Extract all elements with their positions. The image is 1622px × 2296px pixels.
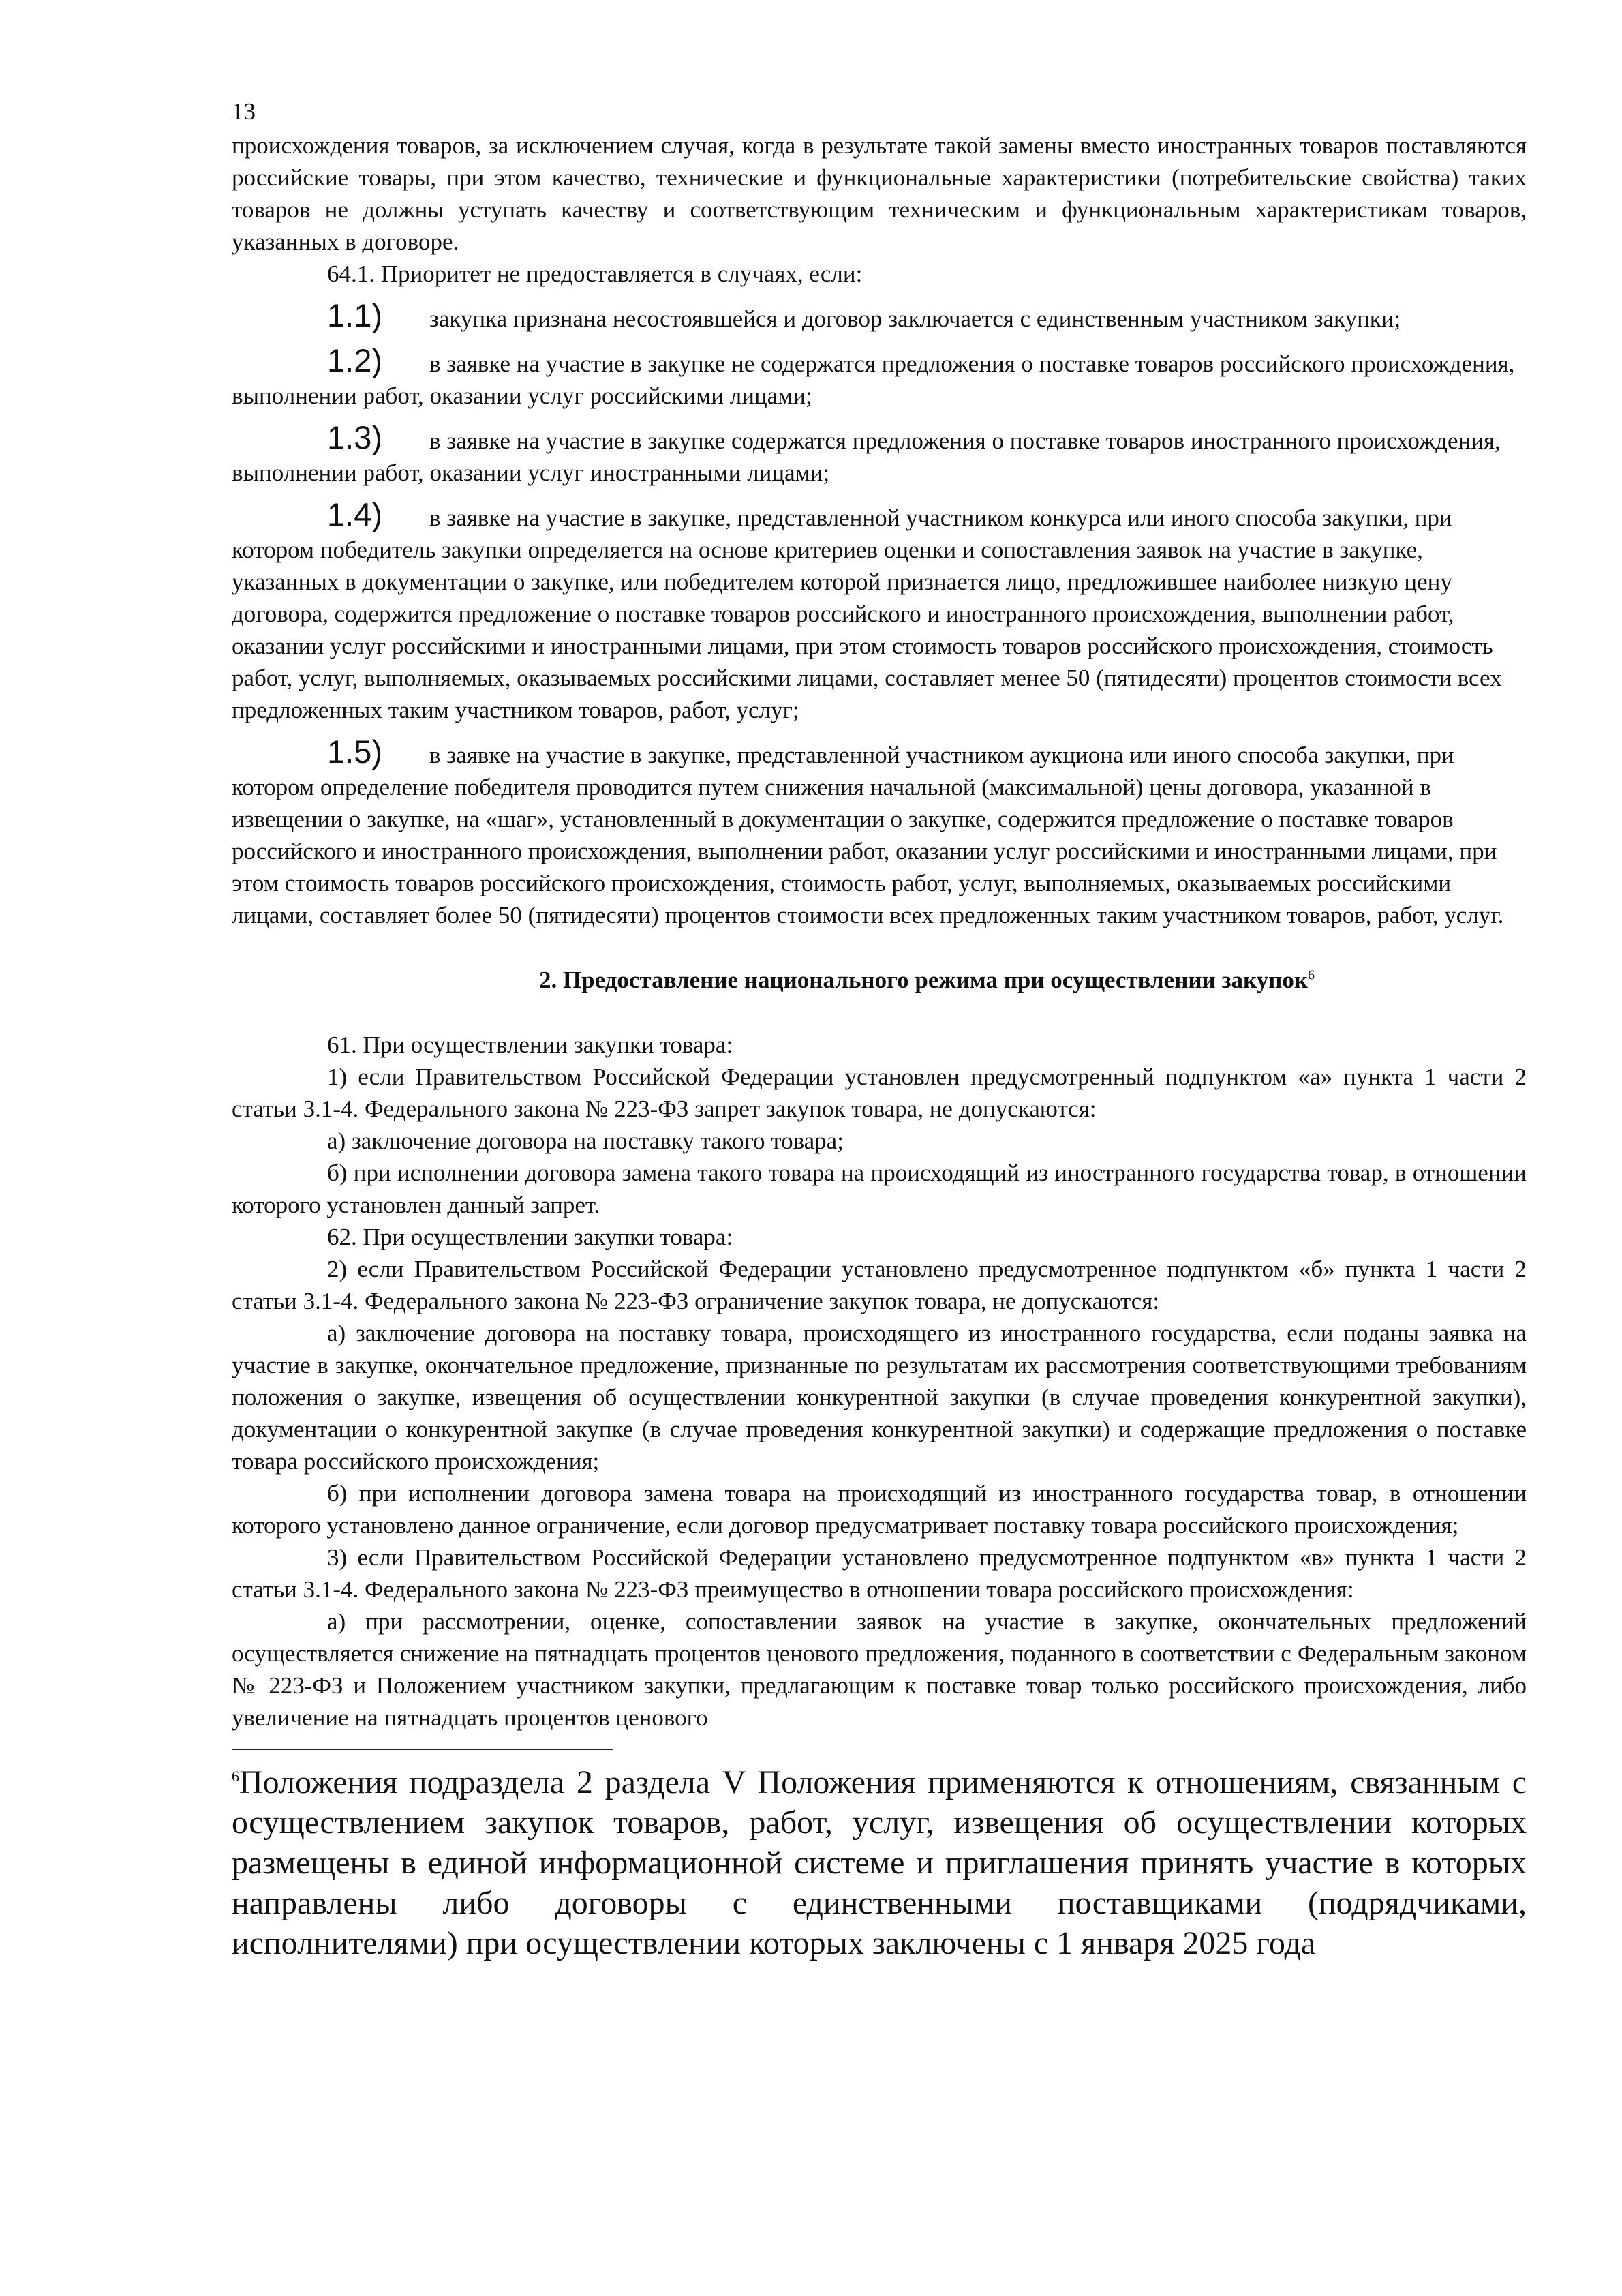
list-item-text: в заявке на участие в закупке не содержатся предложения о поставке товаров российского происхождения, выполнении работ, оказании услуг российскими лицами; [232,350,1515,409]
list-item [232,498,1527,726]
footnote-marker: 6 [232,1768,239,1785]
paragraph: а) при рассмотрении, оценке, сопоставлении заявок на участие в закупке, окончательных предложений осуществляется снижение на пятнадцать процентов ценового предложения, поданного в соответствии с Федеральным законом № 223-ФЗ и Положением участником закупки, предлагающим к поставке товар только российского происхождения, либо увеличение на пятнадцать процентов ценового [232,1608,1527,1731]
list-item-text: в заявке на участие в закупке, представленной участником аукциона или иного способа закупки, при котором определение победителя проводится путем снижения начальной (максимальной) цены договора, указанной в извещении о закупке, на «шаг», установленный в документации о закупке, содержится предложение о поставке товаров российского и иностранного происхождения, выполнении работ, оказании услуг российскими и иностранными лицами, при этом стоимость товаров российского происхождения, стоимость работ, услуг, выполняемых, оказываемых российскими лицами, составляет более 50 (пятидесяти) процентов стоимости всех предложенных таким участником товаров, работ, услуг. [232,742,1504,928]
section-heading [232,964,1527,996]
paragraph: б) при исполнении договора замена товара на происходящий из иностранного государства товар, в отношении которого установлено данное ограничение, если договор предусматривает поставку товара российского происхождения; [232,1480,1527,1539]
paragraph: 1) если Правительством Российской Федерации установлен предусмотренный подпунктом «а» пункта 1 части 2 статьи 3.1-4. Федерального закона № 223-ФЗ запрет закупок товара, не допускаются: [232,1063,1527,1122]
paragraph: 2) если Правительством Российской Федерации установлено предусмотренное подпунктом «б» пункта 1 части 2 статьи 3.1-4. Федерального закона № 223-ФЗ ограничение закупок товара, не допускаются: [232,1256,1527,1314]
paragraph: 3) если Правительством Российской Федерации установлено предусмотренное подпунктом «в» пункта 1 части 2 статьи 3.1-4. Федерального закона № 223-ФЗ преимущество в отношении товара российского происхождения: [232,1544,1527,1603]
footnote-separator [232,1749,613,1750]
paragraph: б) при исполнении договора замена такого товара на происходящий из иностранного государства товар, в отношении которого установлен данный запрет. [232,1160,1527,1218]
footnote-ref[interactable]: 6 [1308,967,1315,983]
footnote-text: Положения подраздела 2 раздела V Положения применяются к отношениям, связанным с осуществлением закупок товаров, работ, услуг, извещения об осуществлении которых размещены в единой информационной системе и приглашения принять участие в которых направлены либо договоры с единственными поставщиками (подрядчиками, исполнителями) при осуществлении которых заключены с 1 января 2025 года [232,1764,1527,1961]
paragraph: а) заключение договора на поставку товара, происходящего из иностранного государства, если поданы заявка на участие в закупке, окончательное предложение, признанные по результатам их рассмотрения соответствующими требованиям положения о закупке, извещения об осуществлении конкурентной закупки (в случае проведения конкурентной закупки), документации о конкурентной закупке (в случае проведения конкурентной закупки) и содержащие предложения о поставке товара российского происхождения; [232,1320,1527,1475]
list-item-text: в заявке на участие в закупке содержатся предложения о поставке товаров иностранного происхождения, выполнении работ, оказании услуг иностранными лицами; [232,427,1501,486]
list-item [232,736,1527,931]
list-item [232,421,1527,489]
clause-64-1: 64.1. Приоритет не предоставляется в случаях, если: [327,260,863,287]
section-heading-text: 2. Предоставление национального режима при осуществлении закупок [538,967,1309,993]
list-item-text: в заявке на участие в закупке, представленной участником конкурса или иного способа закупки, при котором победитель закупки определяется на основе критериев оценки и сопоставления заявок на участие в закупке, указанных в документации о закупке, или победителем которой признается лицо, предложившее наиболее низкую цену договора, содержится предложение о поставке товаров российского и иностранного происхождения, выполнении работ, оказании услуг российскими и иностранными лицами, при этом стоимость товаров российского происхождения, стоимость работ, услуг, выполняемых, оказываемых российскими лицами, составляет менее 50 (пятидесяти) процентов стоимости всех предложенных таким участником товаров, работ, услуг; [232,504,1502,723]
list-item [232,344,1527,412]
list-item [232,299,1527,335]
list-item-number: 1.2) [327,342,382,378]
list-item-number: 1.3) [327,419,382,455]
list-item-text: закупка признана несостоявшейся и договор заключается с единственным участником закупки; [429,305,1401,332]
list-item-number: 1.5) [327,734,382,770]
paragraph: а) заключение договора на поставку такого товара; [327,1128,844,1154]
list-item-number: 1.1) [327,297,382,333]
page-number: 13 [232,98,256,125]
paragraph: 61. При осуществлении закупки товара: [327,1031,733,1058]
list-item-number: 1.4) [327,496,382,532]
continuation-paragraph: происхождения товаров, за исключением случая, когда в результате такой замены вместо иностранных товаров поставляются российские товары, при этом качество, технические и функциональные характеристики (потребительские свойства) таких товаров не должны уступать качеству и соответствующим техническим и функциональным характеристикам товаров, указанных в договоре. [232,132,1527,255]
footnote [232,1762,1527,1963]
paragraph: 62. При осуществлении закупки товара: [327,1224,733,1250]
